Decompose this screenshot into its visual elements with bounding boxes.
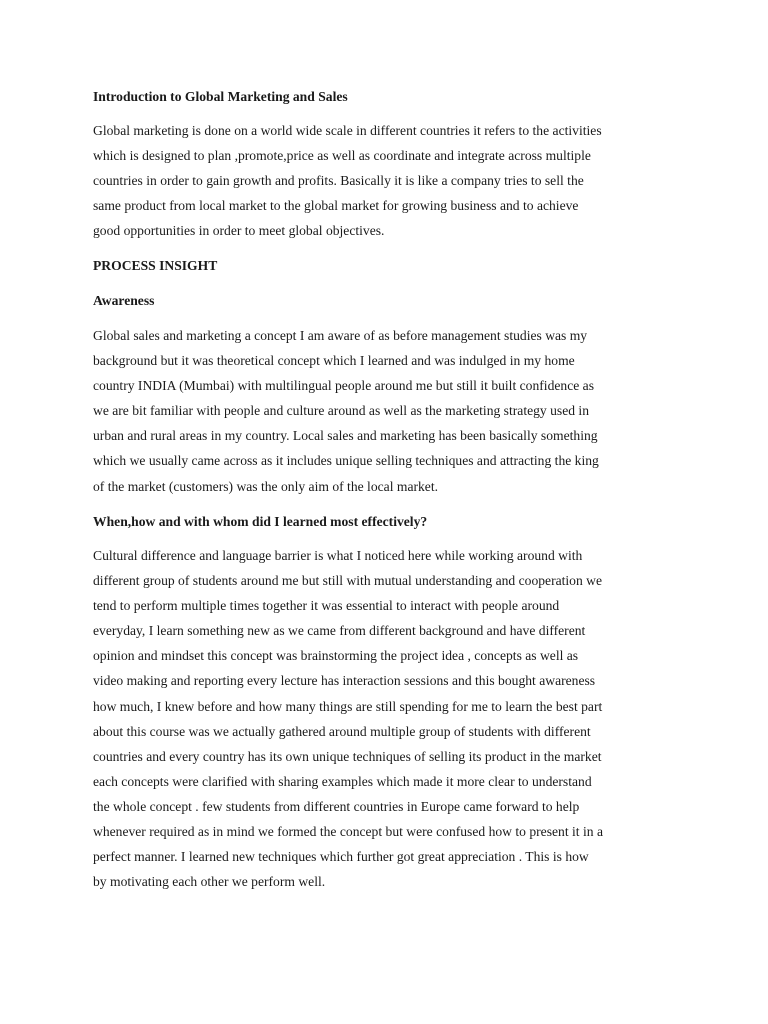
paragraph-line: background but it was theoretical concept which I learned and was indulged in my home: [93, 353, 575, 369]
process-insight-heading: PROCESS INSIGHT: [93, 258, 218, 273]
paragraph-line: Cultural difference and language barrier is what I noticed here while working around with: [93, 548, 583, 563]
paragraph-line: countries and every country has its own unique techniques of selling its product in the market: [93, 748, 602, 764]
paragraph-line: country INDIA (Mumbai) with multilingual people around me but still it built confidence as: [93, 378, 594, 394]
paragraph-line: different group of students around me but still with mutual understanding and cooperation we: [93, 573, 603, 589]
paragraph-line: video making and reporting every lecture has interaction sessions and this bought awareness: [93, 673, 596, 689]
learning-paragraph: [93, 543, 693, 894]
paragraph-line: urban and rural areas in my country. Local sales and marketing has been basically something: [93, 428, 598, 444]
document-title: Introduction to Global Marketing and Sales: [93, 89, 348, 104]
paragraph-line: the whole concept . few students from different countries in Europe came forward to help: [93, 798, 580, 814]
paragraph-line: perfect manner. I learned new techniques which further got great appreciation . This is how: [93, 849, 589, 865]
paragraph-line: about this course was we actually gathered around multiple group of students with different: [93, 723, 591, 739]
paragraph-line: by motivating each other we perform well.: [93, 874, 326, 890]
intro-paragraph: [93, 118, 693, 243]
paragraph-line: how much, I knew before and how many things are still spending for me to learn the best part: [93, 698, 603, 714]
paragraph-line: opinion and mindset this concept was brainstorming the project idea , concepts as well as: [93, 648, 579, 664]
paragraph-line: tend to perform multiple times together it was essential to interact with people around: [93, 598, 560, 614]
paragraph-line: Global sales and marketing a concept I am aware of as before management studies was my: [93, 328, 588, 343]
learning-heading: When,how and with whom did I learned most effectively?: [93, 514, 428, 529]
paragraph-line: we are bit familiar with people and culture around as well as the marketing strategy used in: [93, 403, 590, 419]
paragraph-line: each concepts were clarified with sharing examples which made it more clear to understand: [93, 773, 592, 789]
paragraph-line: which is designed to plan ,promote,price as well as coordinate and integrate across multiple: [93, 148, 591, 164]
paragraph-line: which we usually came across as it includes unique selling techniques and attracting the king: [93, 453, 599, 469]
paragraph-line: good opportunities in order to meet global objectives.: [93, 223, 385, 239]
paragraph-line: everyday, I learn something new as we came from different background and have different: [93, 623, 586, 639]
paragraph-line: Global marketing is done on a world wide scale in different countries it refers to the activities: [93, 123, 602, 138]
paragraph-line: countries in order to gain growth and profits. Basically it is like a company tries to sell the: [93, 173, 584, 189]
paragraph-line: whenever required as in mind we formed the concept but were confused how to present it in a: [93, 824, 603, 840]
paragraph-line: of the market (customers) was the only aim of the local market.: [93, 478, 439, 494]
paragraph-line: same product from local market to the global market for growing business and to achieve: [93, 198, 579, 214]
awareness-paragraph: [93, 323, 693, 499]
awareness-heading: Awareness: [93, 293, 155, 308]
